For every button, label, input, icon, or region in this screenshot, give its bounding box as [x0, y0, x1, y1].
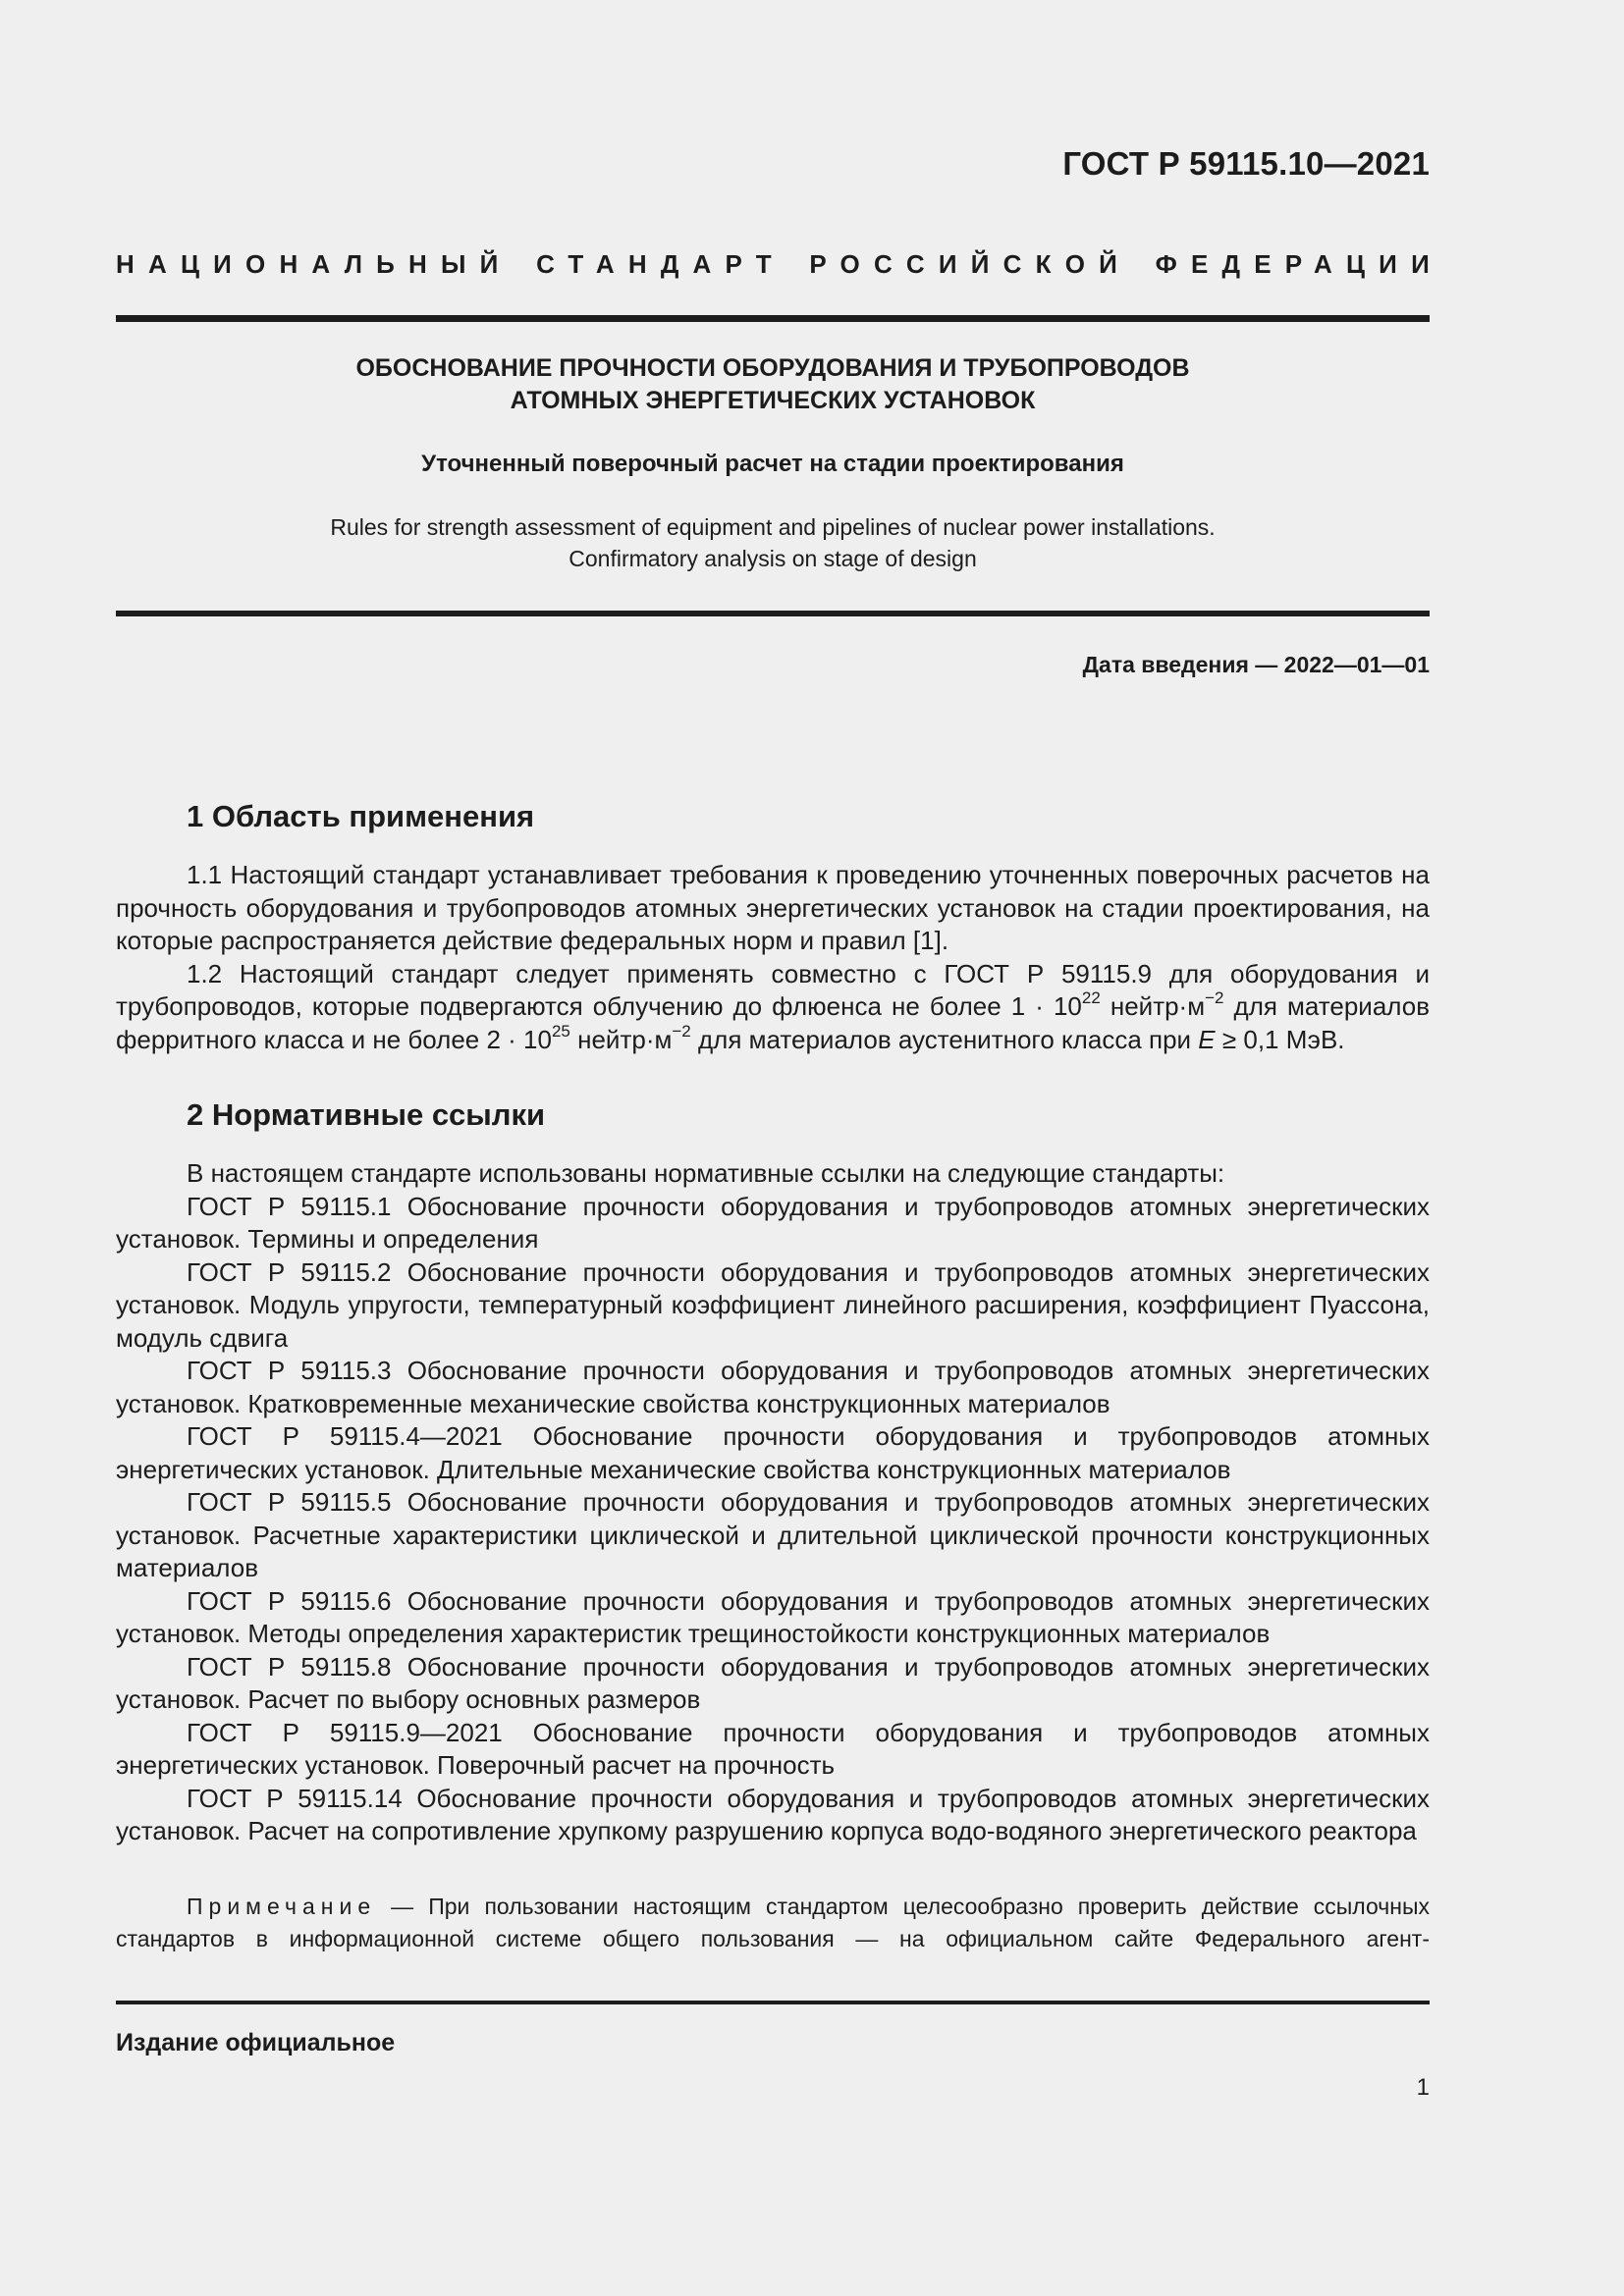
title-bottom-divider	[116, 611, 1430, 616]
banner-word: НАЦИОНАЛЬНЫЙ	[116, 249, 513, 279]
banner-word: ФЕДЕРАЦИИ	[1155, 249, 1443, 279]
banner-word: РОССИЙСКОЙ	[809, 249, 1132, 279]
title-line-2: АТОМНЫХ ЭНЕРГЕТИЧЕСКИХ УСТАНОВОК	[510, 387, 1036, 414]
official-edition-label: Издание официальное	[116, 2029, 396, 2056]
section-1-heading: 1 Область применения	[187, 799, 535, 833]
top-divider	[116, 315, 1430, 322]
section-2-body	[116, 1157, 1430, 1848]
paragraph-1-1: 1.1 Настоящий стандарт устанавливает требования к проведению уточненных поверочных расчетов на прочность оборудования и трубопроводов атомных энергетических установок на стадии проектирования, на которые распространяется действие федеральных норм и правил [1].	[116, 860, 1430, 955]
reference-item: ГОСТ Р 59115.6 Обоснование прочности оборудования и трубопроводов атомных энергетических установок. Методы определения характеристик трещиностойкости конструкционных материалов	[116, 1585, 1430, 1648]
reference-item: ГОСТ Р 59115.1 Обоснование прочности оборудования и трубопроводов атомных энергетических установок. Термины и определения	[116, 1191, 1430, 1254]
document-subtitle: Уточненный поверочный расчет на стадии проектирования	[421, 451, 1124, 477]
introduction-date: Дата введения — 2022—01—01	[1082, 652, 1430, 677]
section-1-body	[116, 859, 1430, 1056]
reference-item: ГОСТ Р 59115.4—2021 Обоснование прочности оборудования и трубопроводов атомных энергетических установок. Длительные механические свойства конструкционных материалов	[116, 1421, 1430, 1484]
reference-item: ГОСТ Р 59115.5 Обоснование прочности оборудования и трубопроводов атомных энергетических установок. Расчетные характеристики циклической и длительной циклической прочности конструкционных материалов	[116, 1487, 1430, 1582]
reference-item: ГОСТ Р 59115.14 Обоснование прочности оборудования и трубопроводов атомных энергетических установок. Расчет на сопротивление хрупкому разрушению корпуса водо-водяного энергетического реактора	[116, 1783, 1430, 1845]
reference-item: ГОСТ Р 59115.2 Обоснование прочности оборудования и трубопроводов атомных энергетических установок. Модуль упругости, температурный коэффициент линейного расширения, коэффициент Пуассона, модуль сдвига	[116, 1256, 1430, 1353]
document-title	[116, 352, 1430, 417]
document-code: ГОСТ Р 59115.10—2021	[1062, 145, 1430, 182]
document-page	[116, 0, 1443, 2296]
section-2-heading: 2 Нормативные ссылки	[187, 1097, 546, 1132]
english-title-line-1: Rules for strength assessment of equipment and pipelines of nuclear power installations.	[330, 514, 1216, 540]
note	[116, 1891, 1430, 1955]
reference-item: ГОСТ Р 59115.8 Обоснование прочности оборудования и трубопроводов атомных энергетических установок. Расчет по выбору основных размеров	[116, 1651, 1430, 1714]
paragraph-1-2: 1.2 Настоящий стандарт следует применять совместно с ГОСТ Р 59115.9 для оборудования и трубопроводов, которые подвергаются облучению до флюенса не более $1 \cdot 10^{22}$ $нейтр\cdot м^{-2}$ для материалов ферритного класса и не более $2 \cdot 10^{25}$ $нейтр\cdot м^{-2}$ для материалов аустенитного класса при E ≥ 0,1 МэВ.	[116, 958, 1431, 1054]
title-line-1: ОБОСНОВАНИЕ ПРОЧНОСТИ ОБОРУДОВАНИЯ И ТРУБОПРОВОДОВ	[355, 354, 1190, 382]
footer-divider	[116, 2001, 1430, 2004]
note-text: — При пользовании настоящим стандартом целесообразно проверить действие ссылочных стандартов в информационной системе общего пользования — на официальном сайте Федерального агент-	[116, 1894, 1430, 1951]
english-title	[116, 511, 1430, 574]
reference-item: ГОСТ Р 59115.9—2021 Обоснование прочности оборудования и трубопроводов атомных энергетических установок. Поверочный расчет на прочность	[116, 1717, 1430, 1780]
reference-item: ГОСТ Р 59115.3 Обоснование прочности оборудования и трубопроводов атомных энергетических установок. Кратковременные механические свойства конструкционных материалов	[116, 1356, 1430, 1418]
note-label: Примечание	[187, 1894, 377, 1919]
banner-word: СТАНДАРТ	[536, 249, 785, 279]
english-title-line-2: Confirmatory analysis on stage of design	[568, 546, 977, 571]
references-intro: В настоящем стандарте использованы нормативные ссылки на следующие стандарты:	[187, 1158, 1225, 1188]
page-number: 1	[1416, 2074, 1430, 2101]
national-standard-banner	[116, 249, 1443, 280]
